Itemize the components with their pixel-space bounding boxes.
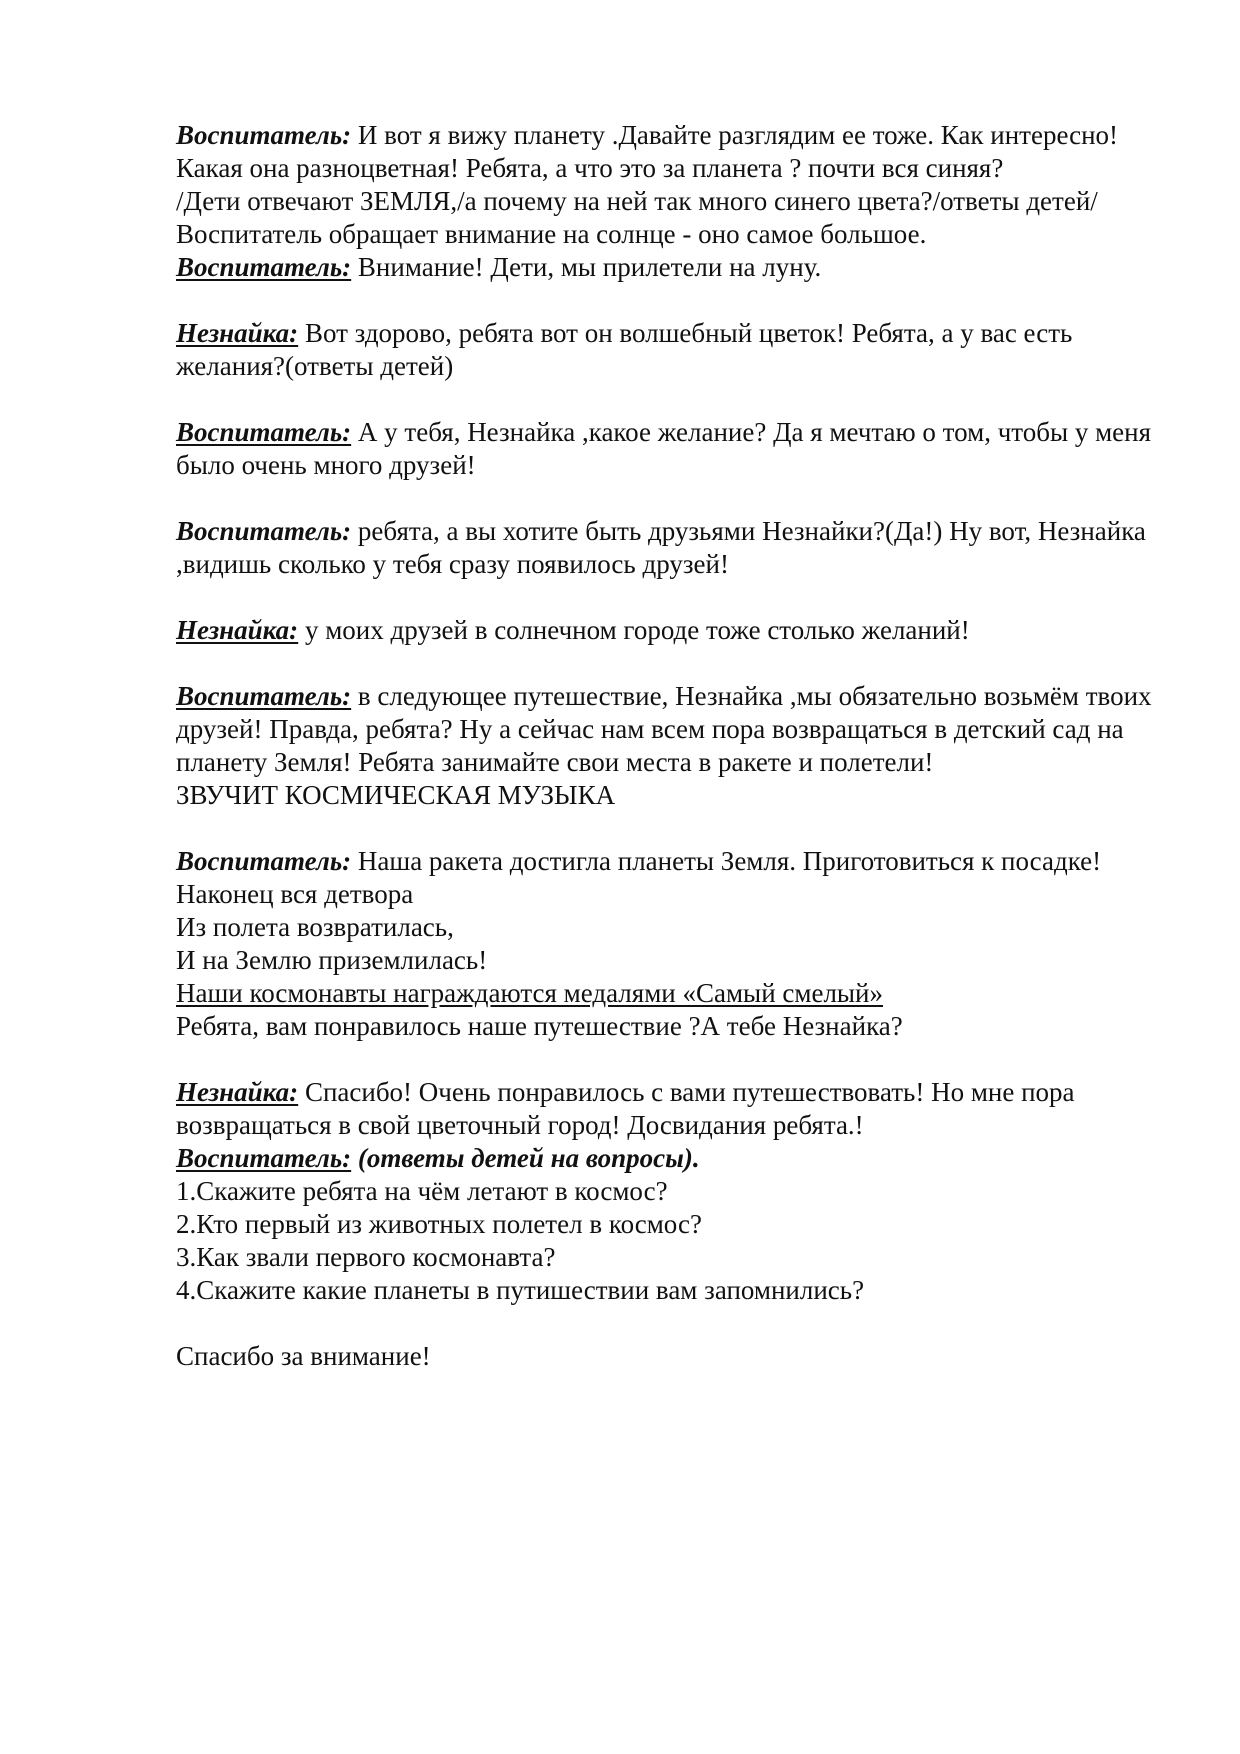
- question-item: 3.Как звали первого космонавта?: [176, 1242, 556, 1272]
- paragraph-text: И вот я вижу планету .Давайте разглядим ее тоже. Как интересно! Какая она разноцветная! Ребята, а что это за планета ? почти вся синяя?: [176, 120, 1119, 183]
- speaker-label: Воспитатель:: [176, 516, 352, 546]
- paragraph-text: Вот здорово, ребята вот он волшебный цветок! Ребята, а у вас есть желания?(ответы детей): [176, 318, 1073, 381]
- paragraph-gap: [176, 1043, 1161, 1076]
- paragraph-gap: [176, 383, 1161, 416]
- paragraph-text: Внимание! Дети, мы прилетели на луну.: [351, 252, 822, 282]
- paragraph-flower: [176, 317, 1161, 383]
- paragraph-wish: [176, 416, 1161, 482]
- paragraph-text: А у тебя, Незнайка ,какое желание? Да я мечтаю о том, чтобы у меня было очень много друзей!: [176, 417, 1152, 480]
- speaker-label: Воспитатель:: [176, 120, 352, 150]
- poem-line: Из полета возвратилась,: [176, 912, 454, 942]
- paragraph-gap: [176, 647, 1161, 680]
- question-item: 2.Кто первый из животных полетел в космос?: [176, 1209, 702, 1239]
- speaker-label: Воспитатель:: [176, 681, 352, 711]
- paragraph-text: Наша ракета достигла планеты Земля. Приготовиться к посадке!: [351, 846, 1102, 876]
- children-answer-line: /Дети отвечают ЗЕМЛЯ,/а почему на ней так много синего цвета?/ответы детей/: [176, 186, 1098, 216]
- document-content: [176, 119, 1161, 1373]
- speaker-label: Незнайка:: [176, 615, 299, 645]
- paragraph-earth: [176, 119, 1161, 185]
- paragraph-gap: [176, 1307, 1161, 1340]
- closing-line: Спасибо за внимание!: [176, 1341, 431, 1371]
- paragraph-sunny-city: [176, 614, 1161, 647]
- speaker-label: Воспитатель:: [176, 846, 352, 876]
- poem-line: И на Землю приземлилась!: [176, 945, 488, 975]
- paragraph-friends: [176, 515, 1161, 581]
- paragraph-gap: [176, 581, 1161, 614]
- paragraph-gap: [176, 482, 1161, 515]
- paragraph-moon: [176, 251, 1161, 284]
- sun-note-line: Воспитатель обращает внимание на солнце - оно самое большое.: [176, 219, 927, 249]
- paragraph-text: (ответы детей на вопросы).: [351, 1143, 700, 1173]
- poem-line: Наконец вся детвора: [176, 879, 414, 909]
- paragraph-text: в следующее путешествие, Незнайка ,мы обязательно возьмём твоих друзей! Правда, ребята? Ну а сейчас нам всем пора возвращаться в детский сад на планету Земля! Ребята занимайте свои места в ракете и полетели!: [176, 681, 1152, 777]
- paragraph-text: у моих друзей в солнечном городе тоже столько желаний!: [298, 615, 970, 645]
- question-line: Ребята, вам понравилось наше путешествие ?А тебе Незнайка?: [176, 1011, 903, 1041]
- speaker-label: Незнайка:: [176, 318, 299, 348]
- paragraph-text: ребята, а вы хотите быть друзьями Незнайки?(Да!) Ну вот, Незнайка ,видишь сколько у тебя сразу появилось друзей!: [176, 516, 1146, 579]
- speaker-label: Воспитатель:: [176, 417, 352, 447]
- paragraph-goodbye: [176, 1076, 1161, 1142]
- speaker-label: Воспитатель:: [176, 1143, 352, 1173]
- paragraph-landing: [176, 845, 1161, 878]
- paragraph-gap: [176, 284, 1161, 317]
- paragraph-questions-heading: [176, 1142, 1161, 1175]
- paragraph-text: Спасибо! Очень понравилось с вами путешествовать! Но мне пора возвращаться в свой цветочный город! Досвидания ребята.!: [176, 1077, 1075, 1140]
- speaker-label: Незнайка:: [176, 1077, 299, 1107]
- question-item: 1.Скажите ребята на чём летают в космос?: [176, 1176, 668, 1206]
- paragraph-return: [176, 680, 1161, 779]
- paragraph-gap: [176, 812, 1161, 845]
- music-cue: ЗВУЧИТ КОСМИЧЕСКАЯ МУЗЫКА: [176, 780, 616, 810]
- award-line: Наши космонавты награждаются медалями «Самый смелый»: [176, 978, 884, 1008]
- speaker-label: Воспитатель:: [176, 252, 352, 282]
- question-item: 4.Скажите какие планеты в путишествии вам запомнились?: [176, 1275, 865, 1305]
